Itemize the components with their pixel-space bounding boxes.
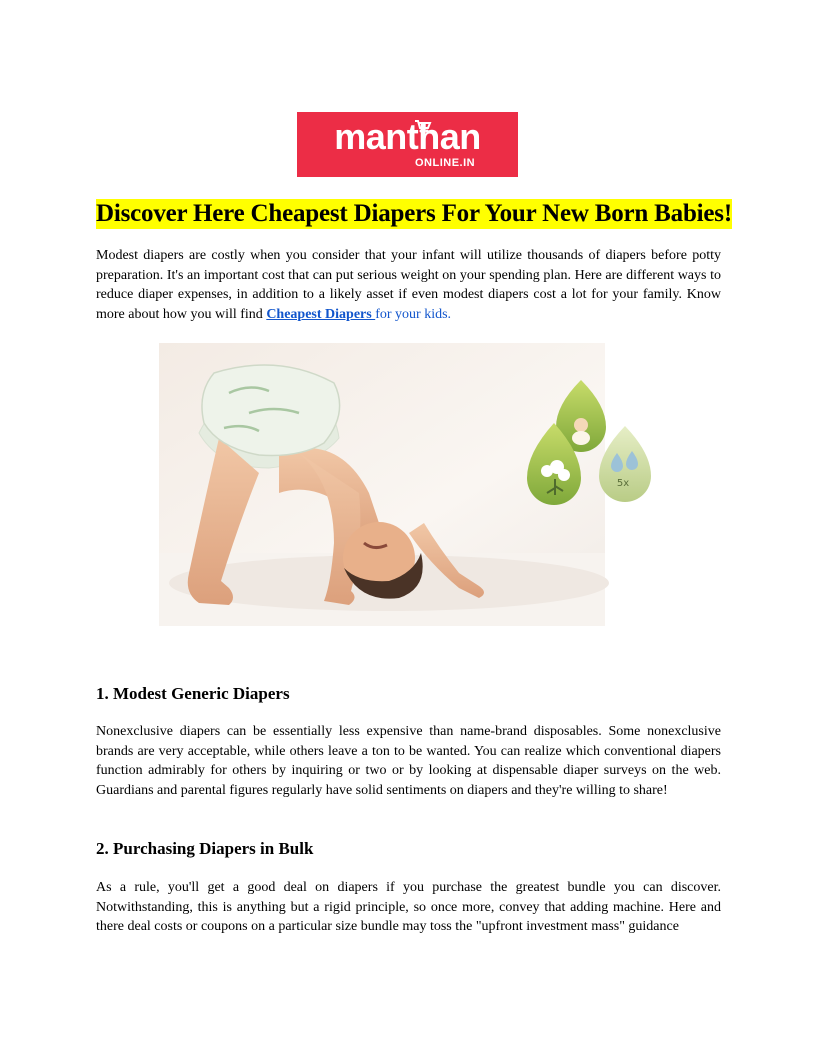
manthan-logo (297, 112, 518, 177)
baby-diaper-photo (159, 343, 630, 626)
intro-text: Modest diapers are costly when you consider that your infant will utilize thousands of diapers before potty preparation. It's an important cost that can put serious weight on your spending plan. Here are different ways to reduce diaper expenses, in addition to a likely asset if even modest diapers cost a lot for your family. Know more about how you will find (96, 248, 721, 322)
absorb-badge: 5x (616, 478, 630, 489)
intro-link-tail: for your kids. (375, 306, 452, 322)
section-heading-bulk-diapers: 2. Purchasing Diapers in Bulk (96, 839, 314, 858)
cheapest-diapers-link[interactable]: Cheapest Diapers (266, 306, 376, 322)
section-body-bulk-diapers: As a rule, you'll get a good deal on diapers if you purchase the greatest bundle you can discover. Notwithstanding, this is anything but a rigid principle, so once more, convey that adding machine. Here and there deal costs or coupons on a particular size bundle may toss the "upfront investment mass" guidance (96, 880, 721, 934)
section-heading-generic-diapers: 1. Modest Generic Diapers (96, 684, 290, 703)
page-title: Discover Here Cheapest Diapers For Your New Born Babies! (96, 200, 732, 227)
intro-paragraph (96, 246, 721, 324)
water-drops-icon (599, 426, 651, 502)
logo-wordmark: manthan (334, 116, 481, 157)
logo-subtext: ONLINE.IN (415, 157, 476, 169)
section-body-generic-diapers: Nonexclusive diapers can be essentially less expensive than name-brand disposables. Some nonexclusive brands are very acceptable, while others leave a ton to be wanted. You can realize which conventional diapers function admirably for others by inquiring or two or by looking at dispensable diaper surveys on the web. Guardians and parental figures regularly have solid sentiments on diapers and they're willing to share! (96, 724, 721, 798)
